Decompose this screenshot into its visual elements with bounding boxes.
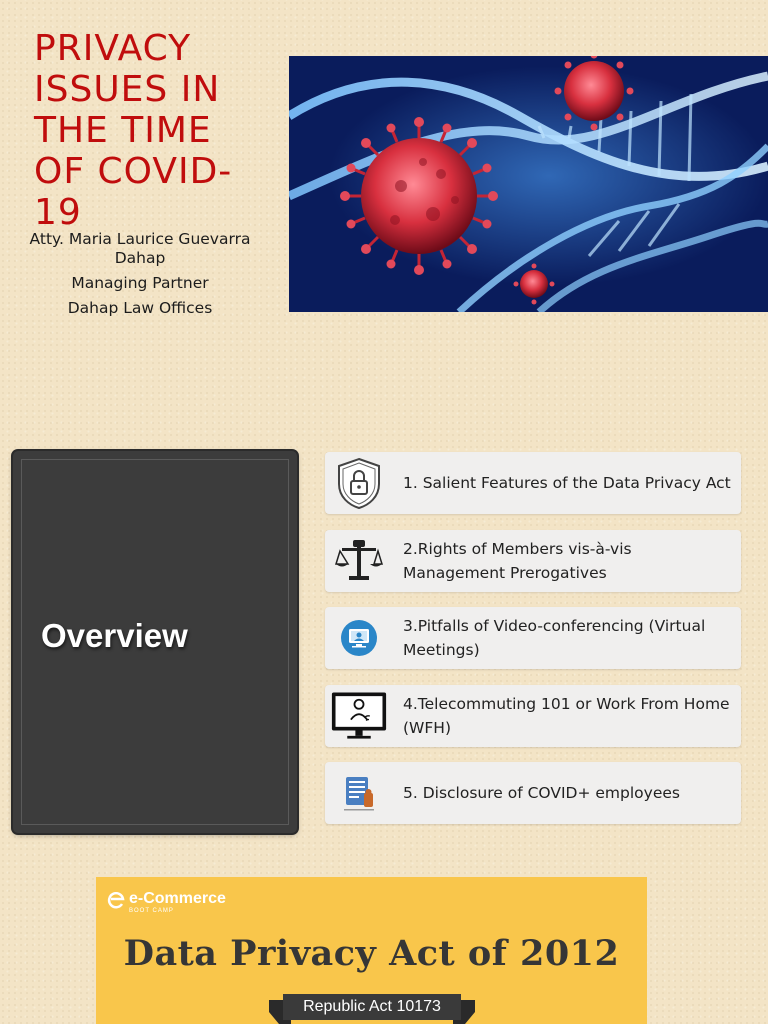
slide-title: PRIVACY ISSUES IN THE TIME OF COVID- 19: [34, 28, 233, 233]
data-privacy-act-banner: [96, 877, 647, 1024]
ecommerce-bootcamp-logo: [106, 887, 226, 917]
justice-scales-icon: [331, 534, 387, 588]
dpa-title: Data Privacy Act of 2012: [123, 933, 620, 974]
ribbon-label: Republic Act 10173: [303, 998, 441, 1015]
overview-item-2: [325, 530, 741, 592]
overview-item-label: 5. Disclosure of COVID+ employees: [403, 784, 680, 802]
overview-panel: [13, 451, 297, 833]
overview-heading: Overview: [41, 617, 188, 654]
author-org: Dahap Law Offices: [67, 299, 213, 317]
author-name: Atty. Maria Laurice Guevarra Dahap: [29, 230, 251, 267]
overview-item-4: [325, 685, 741, 747]
overview-item-5: [325, 762, 741, 824]
author-block: [12, 230, 268, 324]
coronavirus-dna-image: [289, 56, 768, 312]
video-call-icon: [331, 611, 387, 665]
author-role: Managing Partner: [71, 274, 209, 292]
overview-item-label: 1. Salient Features of the Data Privacy Act: [403, 474, 731, 492]
overview-item-1: [325, 452, 741, 514]
logo-subtext: BOOT CAMP: [129, 907, 174, 914]
ecommerce-logo-icon: [106, 892, 126, 912]
remote-work-monitor-icon: [331, 689, 387, 743]
overview-item-3: [325, 607, 741, 669]
document-disclosure-icon: [331, 766, 387, 820]
virus-dna-illustration: [289, 56, 768, 312]
overview-item-label: 4.Telecommuting 101 or Work From Home (WFH): [403, 695, 730, 737]
overview-item-label: 3.Pitfalls of Video-conferencing (Virtual Meetings): [403, 617, 706, 659]
republic-act-ribbon: [269, 994, 475, 1024]
shield-lock-icon: [331, 456, 387, 510]
logo-text: e-Commerce: [129, 889, 226, 907]
overview-item-label: 2.Rights of Members vis-à-vis Management Prerogatives: [403, 540, 632, 582]
